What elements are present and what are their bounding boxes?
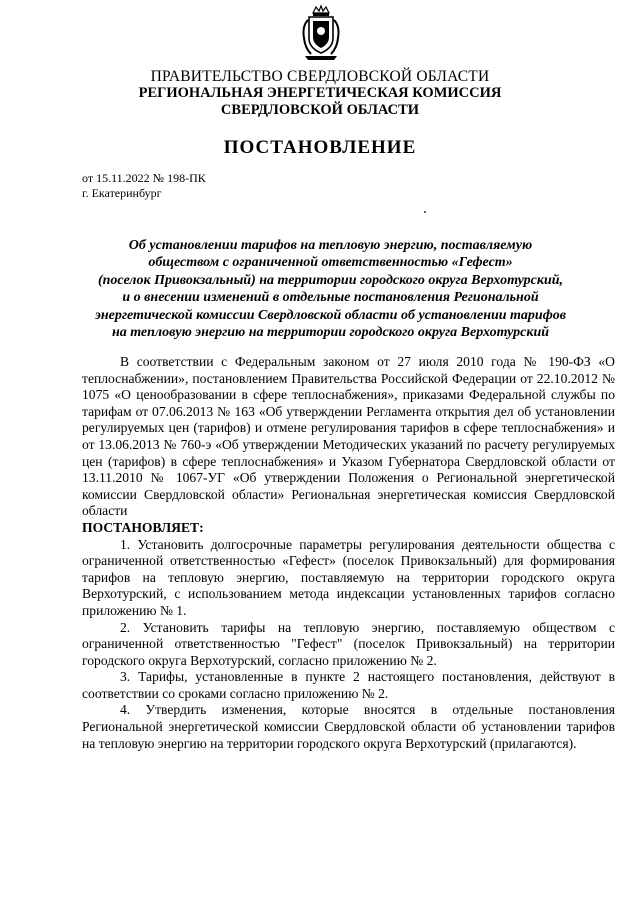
subject-line: обществом с ограниченной ответственностью «Гефест»: [148, 255, 513, 271]
coat-of-arms-icon: [299, 4, 343, 62]
government-name: ПРАВИТЕЛЬСТВО СВЕРДЛОВСКОЙ ОБЛАСТИ: [150, 68, 490, 85]
document-title: ПОСТАНОВЛЕНИЕ: [223, 137, 417, 158]
commission-name-line-2: СВЕРДЛОВСКОЙ ОБЛАСТИ: [220, 102, 420, 118]
resolution-item-2: 2. Установить тарифы на тепловую энергию, поставляемую обществом с ограниченной ответственностью "Гефест" (поселок Привокзальный) на территории городского округа Верхотурский, согласно приложению № 2.: [82, 619, 615, 668]
commission-name-line-1: РЕГИОНАЛЬНАЯ ЭНЕРГЕТИЧЕСКАЯ КОМИССИЯ: [138, 85, 502, 101]
resolution-item-1: 1. Установить долгосрочные параметры регулирования деятельности общества с ограниченной ответственностью «Гефест» (поселок Привокзальный) для формирования тарифов на тепловую энергию, поставляемую на территории городского округа Верхотурский, с использованием метода индексации установленных тарифов согласно приложению № 1.: [82, 536, 615, 618]
document-meta: [82, 171, 206, 201]
subject-line: на тепловую энергию на территории городского округа Верхотурский: [111, 325, 550, 341]
resolution-item-3: 3. Тарифы, установленные в пункте 2 настоящего постановления, действуют в соответствии со сроками согласно приложению № 2.: [82, 669, 615, 701]
subject-line: и о внесении изменений в отдельные постановления Региональной: [122, 290, 539, 306]
date-and-number: от 15.11.2022 № 198-ПК: [82, 171, 206, 185]
resolves-heading: ПОСТАНОВЛЯЕТ:: [82, 519, 204, 535]
issuer-header: [60, 68, 580, 119]
subject-line: (поселок Привокзальный) на территории городского округа Верхотурский,: [97, 272, 564, 288]
resolution-item-4: 4. Утвердить изменения, которые вносятся в отдельные постановления Региональной энергетической комиссии Свердловской области об установлении тарифов на тепловую энергию на территории городского округа Верхотурский (прилагаются).: [82, 702, 615, 751]
subject-line: Об установлении тарифов на тепловую энергию, поставляемую: [128, 238, 533, 253]
document-subject: [82, 237, 579, 341]
preamble-paragraph: В соответствии с Федеральным законом от 27 июля 2010 года № 190-ФЗ «О теплоснабжении», постановлением Правительства Российской Федерации от 22.10.2012 № 1075 «О ценообразовании в сфере теплоснабжения», приказами Федеральной службы по тарифам от 07.06.2013 № 163 «Об утверждении Регламента открытия дел об установлении регулируемых цен (тарифов) и отмене регулирования тарифов в сфере теплоснабжения» и от 13.06.2013 № 760-э «Об утверждении Методических указаний по расчету регулируемых цен (тарифов) в сфере теплоснабжения» и Указом Губернатора Свердловской области от 13.11.2010 № 1067-УГ «Об утверждении Положения о Региональной энергетической комиссии Свердловской области» Региональная энергетическая комиссия Свердловской области: [82, 354, 615, 519]
scan-dot: [424, 211, 426, 213]
document-body: [82, 354, 615, 752]
subject-line: энергетической комиссии Свердловской области об установлении тарифов: [95, 307, 566, 323]
city: г. Екатеринбург: [82, 186, 162, 200]
